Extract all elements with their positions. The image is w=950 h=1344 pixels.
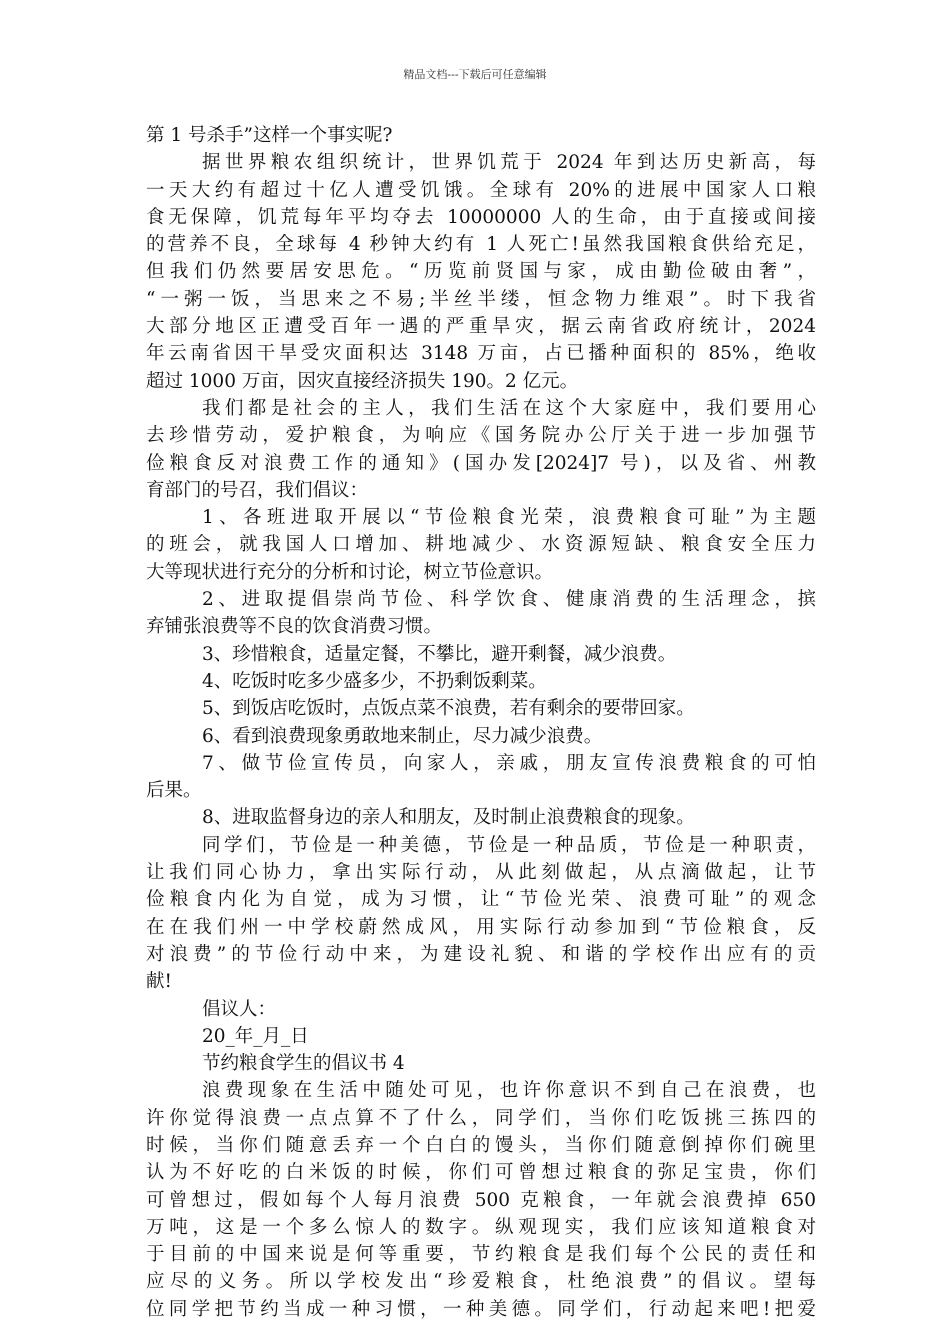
text-line: 食无保障，饥荒每年平均夺去 10000000 人的生命，由于直接或间接 [146,206,816,228]
text-line: 时候，当你们随意丢弃一个白白的馒头，当你们随意倒掉你们碗里 [146,1134,816,1156]
text-line: 6、看到浪费现象勇敢地来制止，尽力减少浪费。 [202,725,603,747]
text-line: 浪费现象在生活中随处可见，也许你意识不到自己在浪费，也 [202,1080,816,1102]
text-line: 1、各班进取开展以“节俭粮食光荣，浪费粮食可耻”为主题 [202,507,816,529]
text-line: 应尽的义务。所以学校发出“珍爱粮食，杜绝浪费”的倡议。望每 [146,1271,816,1293]
text-line: 我们都是社会的主人，我们生活在这个大家庭中，我们要用心 [202,397,816,419]
document-body [146,122,816,1323]
text-line: 倡议人： [202,998,277,1020]
text-line: 5、到饭店吃饭时，点饭点菜不浪费，若有剩余的要带回家。 [202,698,695,720]
text-line: 位同学把节约当成一种习惯，一种美德。同学们，行动起来吧!把爱 [146,1298,816,1320]
text-line: 第 1 号杀手”这样一个事实呢? [146,125,393,146]
text-line: 的营养不良，全球每 4 秒钟大约有 1 人死亡!虽然我国粮食供给充足， [146,234,816,256]
text-line: 大部分地区正遭受百年一遇的严重旱灾，据云南省政府统计，2024 [146,316,816,338]
text-line: 对浪费”的节俭行动中来，为建设礼貌、和谐的学校作出应有的贡 [146,943,816,965]
text-line: 献! [146,971,172,993]
text-line: 后果。 [146,780,202,802]
text-line: 去珍惜劳动，爱护粮食，为响应《国务院办公厅关于进一步加强节 [146,425,816,447]
text-line: 节约粮食学生的倡议书 4 [202,1053,405,1075]
text-line: 认为不好吃的白米饭的时候，你们可曾想过粮食的弥足宝贵，你们 [146,1162,816,1184]
text-line: 2、进取提倡崇尚节俭、科学饮食、健康消费的生活理念，摈 [202,589,816,611]
text-line: “一粥一饭，当思来之不易;半丝半缕，恒念物力维艰”。时下我省 [146,288,816,310]
text-line: 超过 1000 万亩，因灾直接经济损失 190。2 亿元。 [146,370,579,392]
text-line: 8、进取监督身边的亲人和朋友，及时制止浪费粮食的现象。 [202,807,695,829]
text-line: 一天大约有超过十亿人遭受饥饿。全球有 20%的进展中国家人口粮 [146,179,816,201]
text-line: 7、做节俭宣传员，向家人，亲戚，朋友宣传浪费粮食的可怕 [202,752,816,774]
text-line: 万吨，这是一个多么惊人的数字。纵观现实，我们应该知道粮食对 [146,1216,816,1238]
text-line: 的班会，就我国人口增加、耕地减少、水资源短缺、粮食安全压力 [146,534,816,556]
text-line: 许你觉得浪费一点点算不了什么，同学们，当你们吃饭挑三拣四的 [146,1107,816,1129]
text-line: 在在我们州一中学校蔚然成风，用实际行动参加到“节俭粮食，反 [146,916,816,938]
text-line: 4、吃饭时吃多少盛多少，不扔剩饭剩菜。 [202,670,547,692]
text-line: 可曾想过，假如每个人每月浪费 500 克粮食，一年就会浪费掉 650 [146,1189,816,1211]
text-line: 同学们，节俭是一种美德，节俭是一种品质，节俭是一种职责， [202,834,816,856]
text-line: 大等现状进行充分的分析和讨论，树立节俭意识。 [146,561,554,583]
text-line: 育部门的号召，我们倡议： [146,479,369,501]
text-line: 据世界粮农组织统计，世界饥荒于 2024 年到达历史新高，每 [202,152,816,174]
text-line: 20_年_月_日 [202,1025,309,1047]
page-header: 精品文档---下载后可任意编辑 [403,68,547,81]
text-line: 3、珍惜粮食，适量定餐，不攀比，避开剩餐，减少浪费。 [202,643,677,665]
text-line: 弃铺张浪费等不良的饮食消费习惯。 [146,616,443,638]
text-line: 年云南省因干旱受灾面积达 3148 万亩，占已播种面积的 85%，绝收 [146,343,816,365]
text-line: 让我们同心协力，拿出实际行动，从此刻做起，从点滴做起，让节 [146,862,816,884]
text-line: 于目前的中国来说是何等重要，节约粮食是我们每个公民的责任和 [146,1244,816,1266]
text-line: 俭粮食内化为自觉，成为习惯，让“节俭光荣、浪费可耻”的观念 [146,889,816,911]
text-line: 俭粮食反对浪费工作的通知》(国办发[2024]7 号)，以及省、州教 [146,452,816,474]
text-line: 但我们仍然要居安思危。“历览前贤国与家，成由勤俭破由奢”， [146,261,816,283]
